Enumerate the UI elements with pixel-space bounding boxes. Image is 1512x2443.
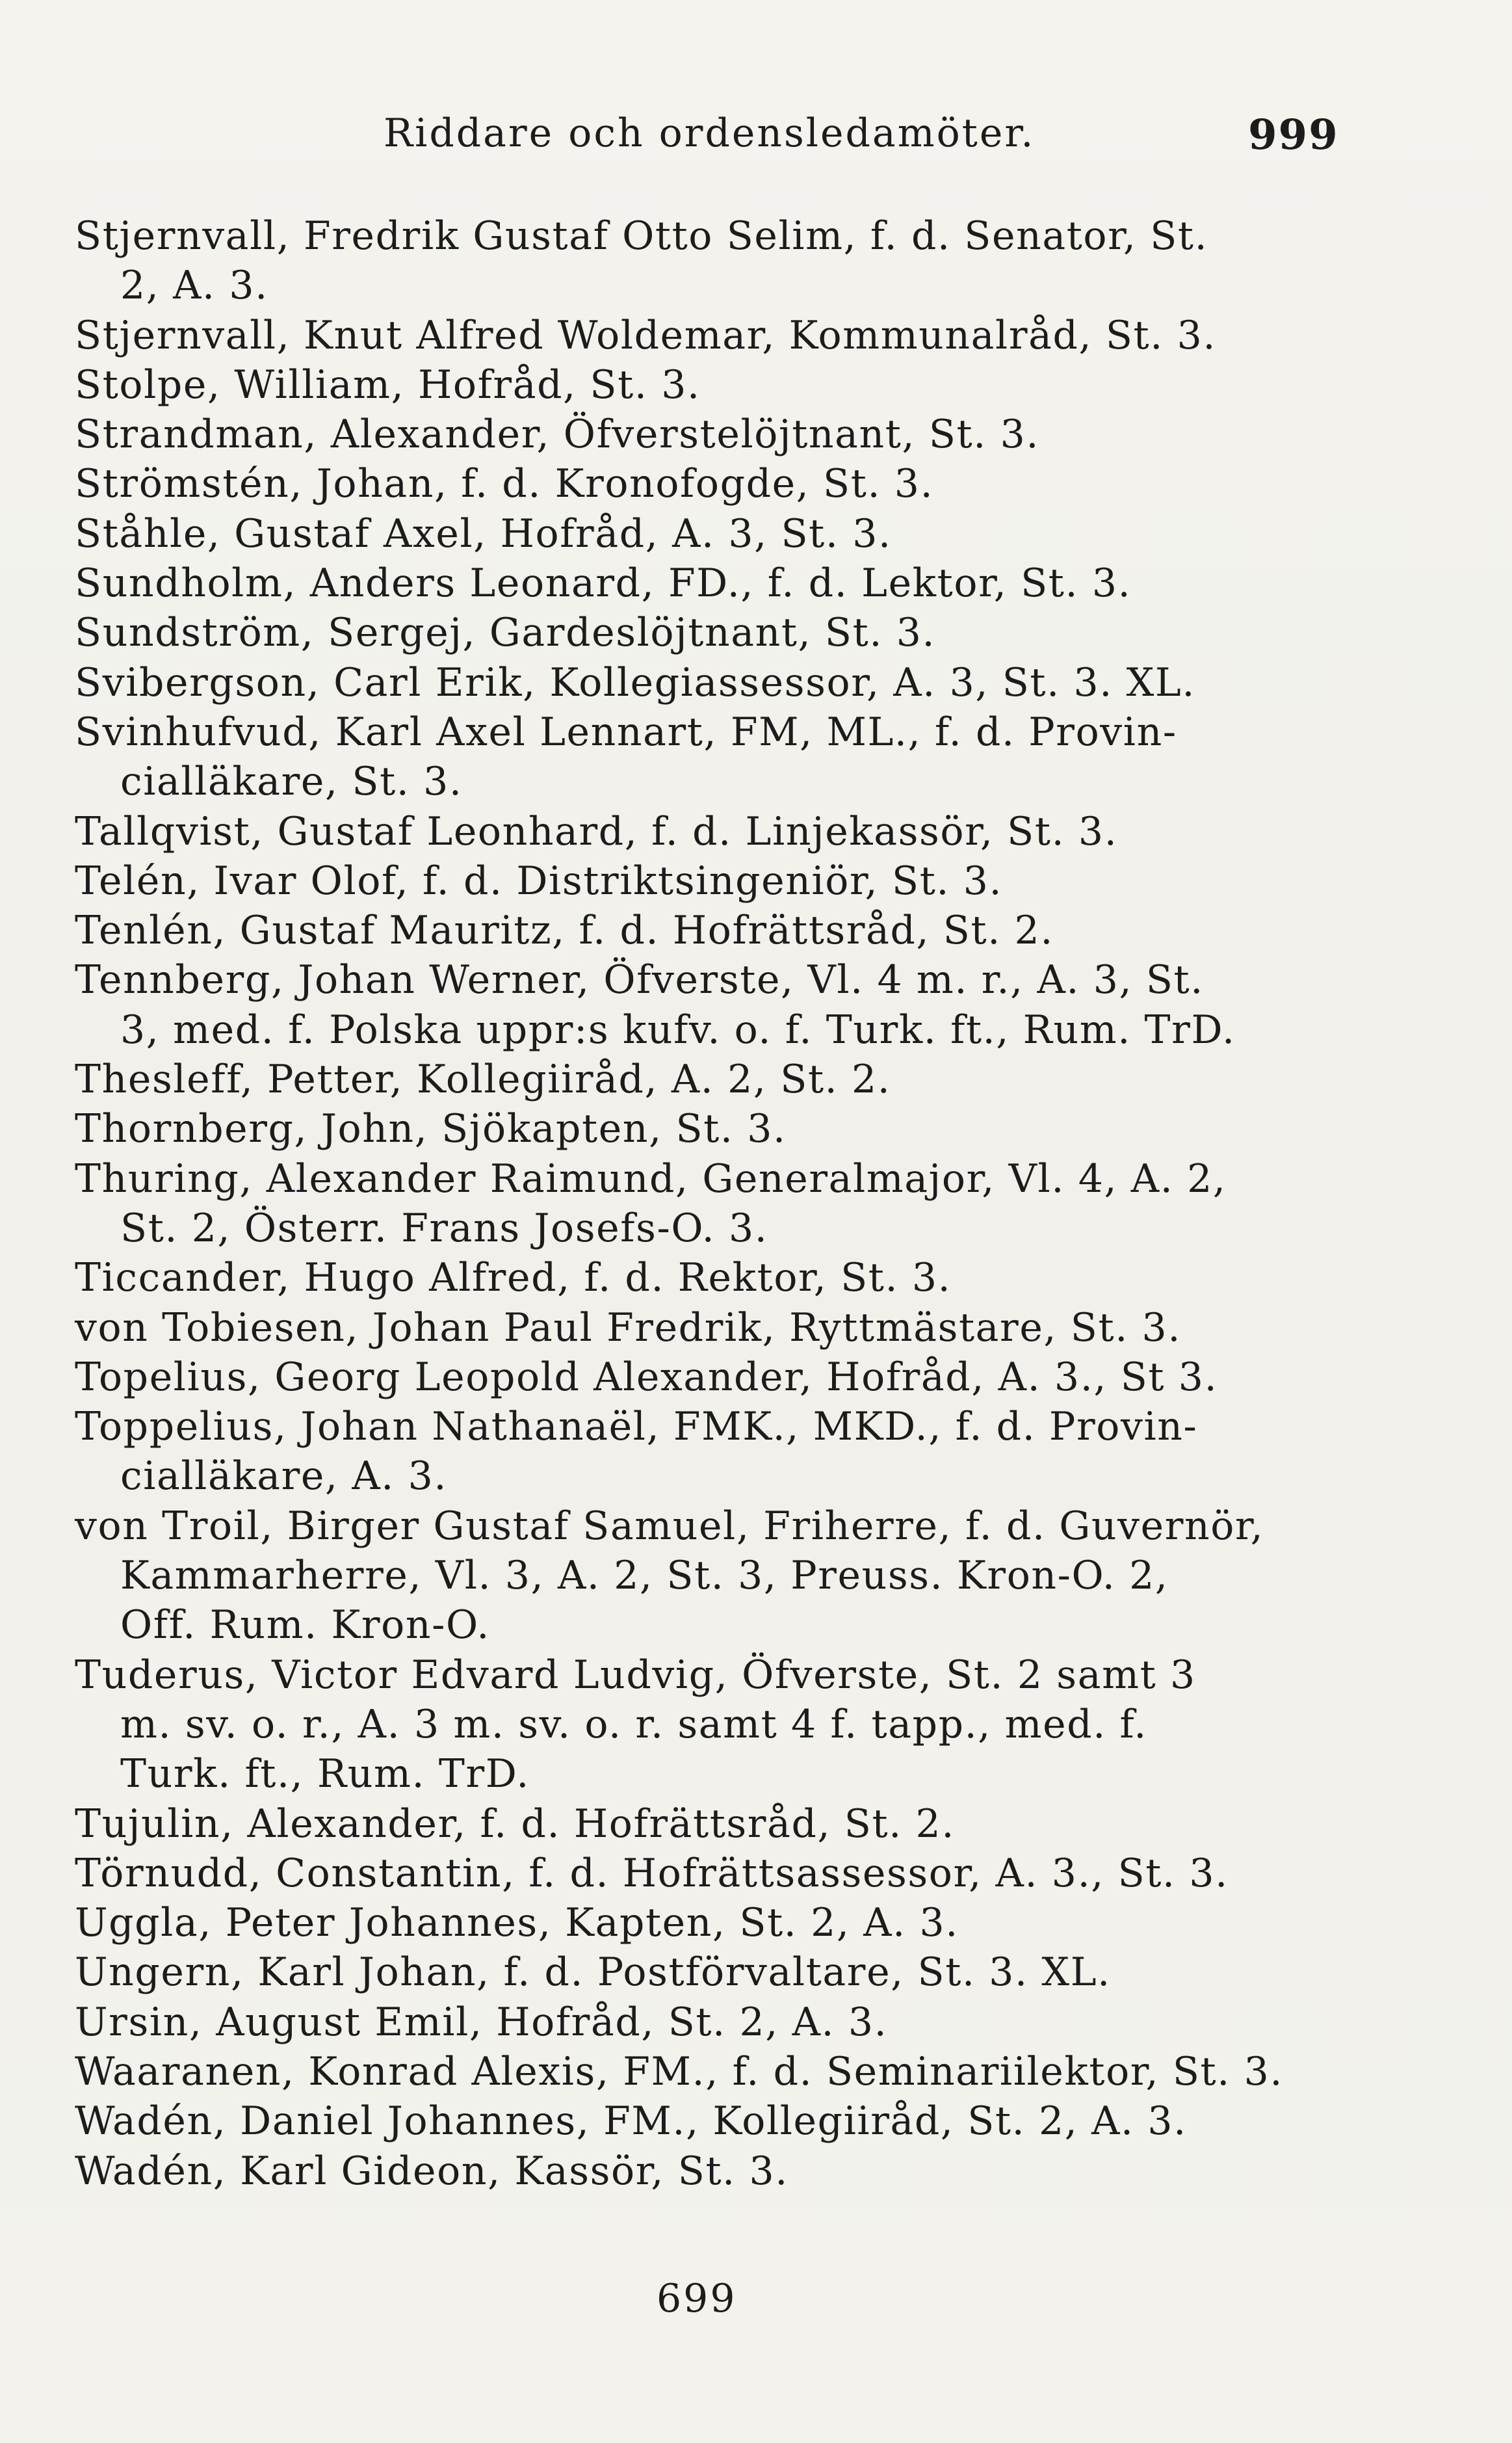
entry-line: Topelius, Georg Leopold Alexander, Hofråd, A. 3., St 3.: [75, 1354, 1218, 1400]
entry-line: cialläkare, St. 3.: [120, 759, 463, 805]
page-header: [0, 111, 1512, 169]
entry-line: Uggla, Peter Johannes, Kapten, St. 2, A. 3.: [75, 1900, 959, 1946]
entry-line: Tennberg, Johan Werner, Öfverste, Vl. 4 m. r., A. 3, St.: [75, 957, 1204, 1003]
entry-line: Stjernvall, Knut Alfred Woldemar, Kommunalråd, St. 3.: [75, 312, 1217, 358]
entry-line: Strömstén, Johan, f. d. Kronofogde, St. 3.: [75, 461, 934, 507]
entry-line: m. sv. o. r., A. 3 m. sv. o. r. samt 4 f. tapp., med. f.: [120, 1701, 1147, 1747]
entry-line: 2, A. 3.: [120, 263, 268, 309]
entry-line: Thuring, Alexander Raimund, Generalmajor, Vl. 4, A. 2,: [75, 1155, 1227, 1202]
entry-line: Tallqvist, Gustaf Leonhard, f. d. Linjekassör, St. 3.: [75, 808, 1118, 854]
entry-line: Turk. ft., Rum. TrD.: [120, 1751, 530, 1797]
entry-line: Sundström, Sergej, Gardeslöjtnant, St. 3.: [75, 610, 936, 656]
entry-line: St. 2, Österr. Frans Josefs-O. 3.: [120, 1205, 768, 1251]
entry-line: 3, med. f. Polska uppr:s kufv. o. f. Turk. ft., Rum. TrD.: [120, 1007, 1236, 1053]
entry-line: Ståhle, Gustaf Axel, Hofråd, A. 3, St. 3.: [75, 510, 892, 557]
entry-line: Toppelius, Johan Nathanaël, FMK., MKD., f. d. Provin-: [75, 1404, 1198, 1450]
page-number-top: 999: [1248, 111, 1339, 159]
entry-line: Thornberg, John, Sjökapten, St. 3.: [75, 1106, 787, 1152]
entry-line: Wadén, Karl Gideon, Kassör, St. 3.: [75, 2148, 789, 2194]
entry-line: Sundholm, Anders Leonard, FD., f. d. Lektor, St. 3.: [75, 561, 1132, 607]
entry-line: Wadén, Daniel Johannes, FM., Kollegiiråd, St. 2, A. 3.: [75, 2098, 1187, 2145]
entry-line: Tujulin, Alexander, f. d. Hofrättsråd, St. 2.: [75, 1801, 956, 1847]
entry-line: Kammarherre, Vl. 3, A. 2, St. 3, Preuss. Kron-O. 2,: [120, 1553, 1169, 1599]
entry-line: von Tobiesen, Johan Paul Fredrik, Ryttmästare, St. 3.: [75, 1304, 1181, 1351]
entry-line: Stolpe, William, Hofråd, St. 3.: [75, 362, 701, 408]
running-title: Riddare och ordensledamöter.: [384, 111, 1036, 156]
entry-line: Stjernvall, Fredrik Gustaf Otto Selim, f. d. Senator, St.: [75, 213, 1208, 259]
entry-list: [75, 211, 1339, 2196]
entry-line: Waaranen, Konrad Alexis, FM., f. d. Seminariilektor, St. 3.: [75, 2048, 1284, 2094]
entry-line: Ungern, Karl Johan, f. d. Postförvaltare, St. 3. XL.: [75, 1949, 1111, 1996]
entry-line: Thesleff, Petter, Kollegiiråd, A. 2, St. 2.: [75, 1057, 891, 1103]
entry-line: Off. Rum. Kron-O.: [120, 1602, 490, 1648]
entry-line: Strandman, Alexander, Öfverstelöjtnant, St. 3.: [75, 412, 1040, 458]
entry-line: Ticcander, Hugo Alfred, f. d. Rektor, St. 3.: [75, 1255, 952, 1301]
entry-line: Telén, Ivar Olof, f. d. Distriktsingeniör, St. 3.: [75, 858, 1003, 904]
page-number-bottom: 699: [657, 2276, 737, 2321]
entry-line: Svibergson, Carl Erik, Kollegiassessor, A. 3, St. 3. XL.: [75, 659, 1196, 706]
entry-line: cialläkare, A. 3.: [120, 1453, 448, 1499]
entry-line: Törnudd, Constantin, f. d. Hofrättsassessor, A. 3., St. 3.: [75, 1850, 1229, 1896]
entry-line: Ursin, August Emil, Hofråd, St. 2, A. 3.: [75, 1999, 888, 2045]
entry-line: von Troil, Birger Gustaf Samuel, Friherre, f. d. Guvernör,: [75, 1503, 1264, 1549]
entry-line: Tuderus, Victor Edvard Ludvig, Öfverste, St. 2 samt 3: [75, 1652, 1196, 1698]
entry-line: Svinhufvud, Karl Axel Lennart, FM, ML., f. d. Provin-: [75, 709, 1177, 755]
entry-line: Tenlén, Gustaf Mauritz, f. d. Hofrättsråd, St. 2.: [75, 908, 1054, 954]
